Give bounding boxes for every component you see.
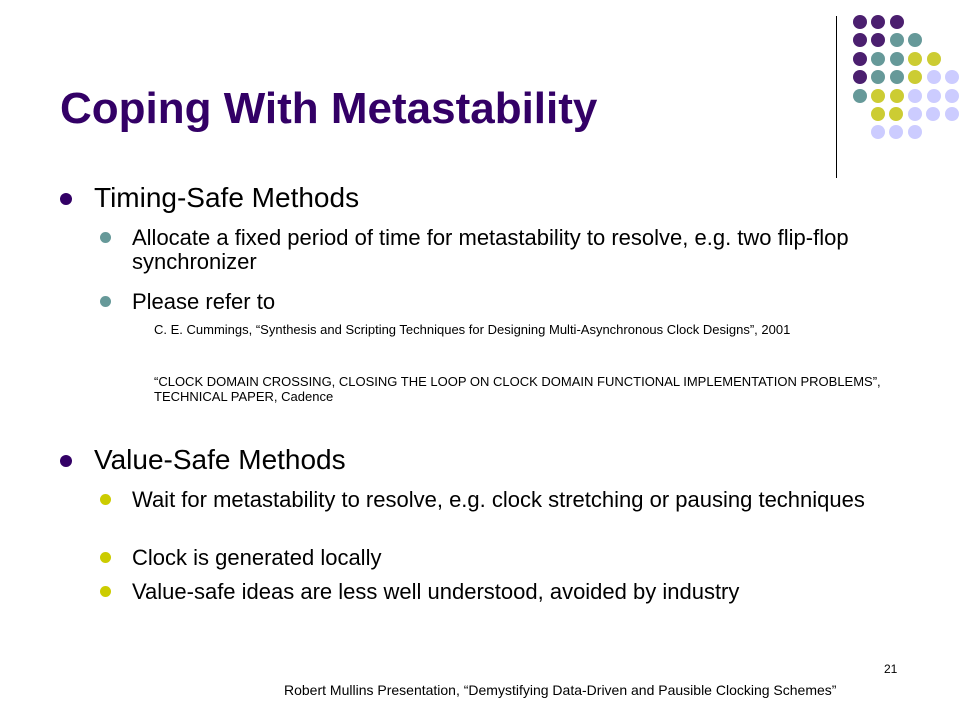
decorative-dot: [853, 70, 867, 84]
decorative-dot: [871, 70, 885, 84]
bullet-icon: [100, 494, 111, 505]
decorative-dot: [927, 70, 941, 84]
list-item: [132, 580, 892, 604]
decorative-dot: [871, 52, 885, 66]
list-item-text: Allocate a fixed period of time for metastability to resolve, e.g. two flip-flop synchronizer: [132, 225, 849, 274]
decorative-dot: [927, 89, 941, 103]
decorative-dot: [945, 70, 959, 84]
decorative-dot: [908, 125, 922, 139]
list-item: [132, 488, 892, 512]
decorative-dot: [908, 33, 922, 47]
bullet-icon: [100, 296, 111, 307]
list-item-text: Value-safe ideas are less well understood, avoided by industry: [132, 579, 740, 604]
decorative-dot: [871, 125, 885, 139]
list-item-text: Please refer to: [132, 289, 276, 314]
list-item-text: Clock is generated locally: [132, 545, 382, 570]
decorative-dot: [889, 107, 903, 121]
footer-citation: Robert Mullins Presentation, “Demystifying Data-Driven and Pausible Clocking Schemes”: [284, 682, 837, 698]
section-heading-timing-safe: [94, 182, 359, 214]
list-item: [132, 290, 892, 314]
section-heading-value-safe: [94, 444, 346, 476]
bullet-icon: [100, 232, 111, 243]
reference-citation: C. E. Cummings, “Synthesis and Scripting Techniques for Designing Multi-Asynchronous Clock Designs”, 2001: [154, 322, 791, 337]
decorative-dot: [871, 15, 885, 29]
decorative-dot: [890, 52, 904, 66]
decorative-dot: [890, 89, 904, 103]
decorative-dot: [890, 15, 904, 29]
decorative-dot: [853, 15, 867, 29]
decorative-dot: [908, 107, 922, 121]
reference-citation: “CLOCK DOMAIN CROSSING, CLOSING THE LOOP ON CLOCK DOMAIN FUNCTIONAL IMPLEMENTATION PROBLEMS”, TECHNICAL PAPER, Cadence: [154, 374, 881, 404]
decorative-dot: [945, 89, 959, 103]
decorative-dot: [926, 107, 940, 121]
decorative-dot: [871, 107, 885, 121]
decorative-divider-line: [836, 16, 837, 178]
slide-number: 21: [884, 662, 898, 676]
decorative-dot: [908, 70, 922, 84]
list-item: [132, 546, 892, 570]
decorative-dot: [908, 89, 922, 103]
decorative-dot: [890, 70, 904, 84]
decorative-dot: [871, 89, 885, 103]
section-heading-text: Value-Safe Methods: [94, 444, 346, 475]
list-item-text: Wait for metastability to resolve, e.g. clock stretching or pausing techniques: [132, 487, 865, 512]
list-item: [132, 226, 892, 274]
decorative-dot: [908, 52, 922, 66]
bullet-icon: [100, 586, 111, 597]
decorative-dot: [853, 52, 867, 66]
decorative-dot: [889, 125, 903, 139]
decorative-dot: [927, 52, 941, 66]
section-heading-text: Timing-Safe Methods: [94, 182, 360, 213]
decorative-dot: [853, 33, 867, 47]
decorative-dot: [871, 33, 885, 47]
bullet-icon: [100, 552, 111, 563]
bullet-icon: [60, 455, 72, 467]
decorative-dot: [945, 107, 959, 121]
decorative-dot: [890, 33, 904, 47]
slide-title: Coping With Metastability: [60, 84, 598, 133]
bullet-icon: [60, 193, 72, 205]
decorative-dot: [853, 89, 867, 103]
